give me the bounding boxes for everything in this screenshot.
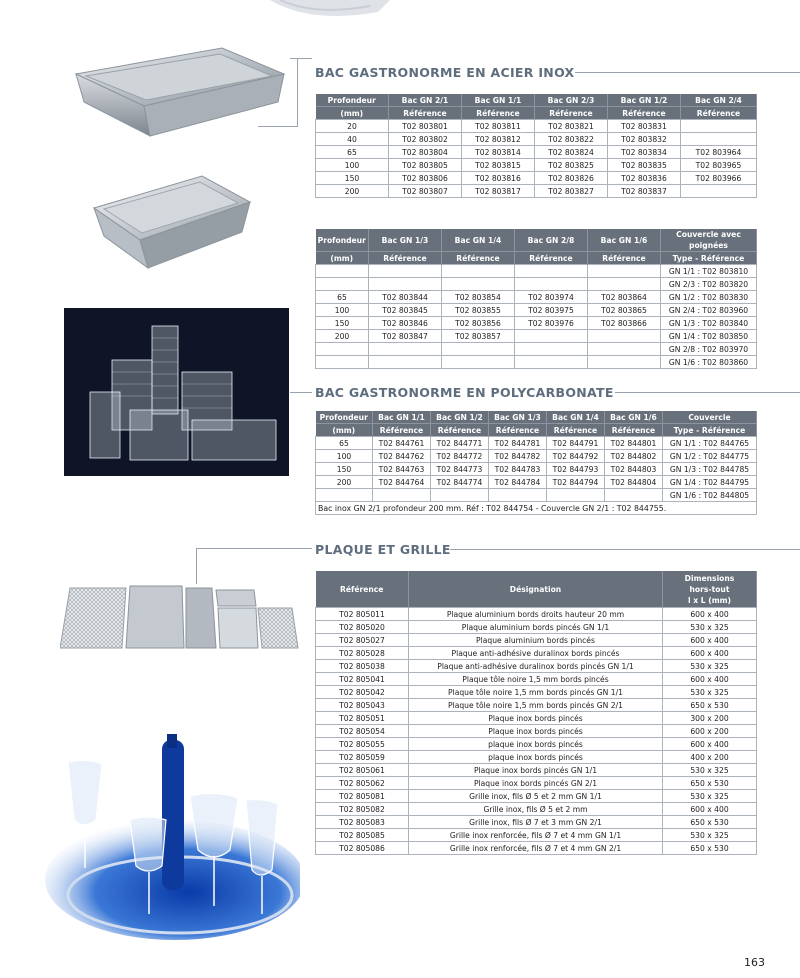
table-row — [316, 777, 757, 790]
table-cell: plaque inox bords pincés — [409, 738, 663, 751]
table-cell: 100 — [316, 304, 369, 317]
table-cell: Plaque anti-adhésive duralinox bords pincés — [409, 647, 663, 660]
table-row — [316, 816, 757, 829]
table-cell: T02 803807 — [389, 185, 462, 198]
table-cell: T02 803831 — [608, 120, 681, 133]
table-row — [316, 608, 757, 621]
table-cell: T02 805081 — [316, 790, 409, 803]
table-cell: T02 803847 — [369, 330, 442, 343]
table-cell: T02 844804 — [605, 476, 663, 489]
table-cell: T02 803854 — [442, 291, 515, 304]
table-cell: T02 844803 — [605, 463, 663, 476]
table-cell — [681, 133, 757, 146]
table-cell: GN 2/8 : T02 803970 — [661, 343, 757, 356]
table-header-row — [316, 424, 757, 437]
table-cell: T02 803846 — [369, 317, 442, 330]
stainless-table-2 — [315, 229, 757, 369]
title-rule-3 — [450, 549, 800, 550]
table-cell — [369, 343, 442, 356]
table-row — [316, 437, 757, 450]
header-cell: (mm) — [316, 424, 373, 437]
table-cell: T02 805055 — [316, 738, 409, 751]
table-cell: 200 — [316, 476, 373, 489]
header-cell: Bac GN 1/4 — [442, 229, 515, 252]
table-cell: Plaque aluminium bords pincés GN 1/1 — [409, 621, 663, 634]
table-cell: T02 844781 — [489, 437, 547, 450]
table-cell — [588, 356, 661, 369]
table-cell: T02 805086 — [316, 842, 409, 855]
table-cell: T02 844764 — [373, 476, 431, 489]
header-cell: Bac GN 1/2 — [608, 94, 681, 107]
header-cell: Référence — [442, 252, 515, 265]
table-row — [316, 803, 757, 816]
table-cell: 20 — [316, 120, 389, 133]
table-cell: Plaque inox bords pincés GN 1/1 — [409, 764, 663, 777]
table-cell — [316, 278, 369, 291]
table-cell: T02 805083 — [316, 816, 409, 829]
table-row — [316, 738, 757, 751]
header-cell: Bac GN 2/4 — [681, 94, 757, 107]
table-cell: Grille inox renforcée, fils Ø 7 et 4 mm GN 1/1 — [409, 829, 663, 842]
table-cell: T02 803837 — [608, 185, 681, 198]
header-cell: Bac GN 2/8 — [515, 229, 588, 252]
glasses-on-tray-image — [40, 700, 300, 940]
table-cell — [442, 278, 515, 291]
table-cell — [515, 343, 588, 356]
header-cell: Référence — [369, 252, 442, 265]
header-cell: Référence — [431, 424, 489, 437]
header-cell — [663, 571, 757, 608]
table-row — [316, 330, 757, 343]
table-cell: GN 2/4 : T02 803960 — [661, 304, 757, 317]
table-cell — [681, 185, 757, 198]
section-title-polycarbonate: BAC GASTRONORME EN POLYCARBONATE — [315, 385, 614, 400]
table-row — [316, 133, 757, 146]
table-row — [316, 751, 757, 764]
table-row — [316, 712, 757, 725]
header-cell: Référence — [462, 107, 535, 120]
header-cell: Référence — [373, 424, 431, 437]
table-cell — [515, 265, 588, 278]
table-row — [316, 159, 757, 172]
table-cell: 600 x 400 — [663, 803, 757, 816]
table-cell: Plaque inox bords pincés — [409, 712, 663, 725]
header-cell: Référence — [608, 107, 681, 120]
table-cell: T02 844771 — [431, 437, 489, 450]
table-cell: Plaque tôle noire 1,5 mm bords pincés — [409, 673, 663, 686]
table-row — [316, 764, 757, 777]
table-cell: GN 1/6 : T02 803860 — [661, 356, 757, 369]
table-cell: T02 803864 — [588, 291, 661, 304]
table-header-row — [316, 107, 757, 120]
table-cell: GN 1/4 : T02 803850 — [661, 330, 757, 343]
table-cell: Plaque inox bords pincés GN 2/1 — [409, 777, 663, 790]
table-cell: T02 844784 — [489, 476, 547, 489]
table-cell: T02 805041 — [316, 673, 409, 686]
table-row — [316, 790, 757, 803]
table-cell — [442, 356, 515, 369]
connector-line-2 — [290, 392, 312, 393]
table-cell: GN 1/1 : T02 844765 — [663, 437, 757, 450]
header-cell: (mm) — [316, 252, 369, 265]
table-cell: 300 x 200 — [663, 712, 757, 725]
table-cell: T02 844772 — [431, 450, 489, 463]
table-row — [316, 699, 757, 712]
table-cell: 530 x 325 — [663, 660, 757, 673]
table-cell: T02 803857 — [442, 330, 515, 343]
header-cell: Référence — [515, 252, 588, 265]
table-cell: GN 1/6 : T02 844805 — [663, 489, 757, 502]
top-decor-arc — [270, 0, 390, 30]
table-cell: T02 803822 — [535, 133, 608, 146]
table-cell: T02 844802 — [605, 450, 663, 463]
table-row — [316, 476, 757, 489]
polycarbonate-table — [315, 411, 757, 515]
header-cell: Bac GN 2/1 — [389, 94, 462, 107]
table-cell — [369, 265, 442, 278]
table-header-row — [316, 94, 757, 107]
table-cell: 600 x 200 — [663, 725, 757, 738]
table-cell — [547, 489, 605, 502]
table-cell: T02 803834 — [608, 146, 681, 159]
table-cell: 40 — [316, 133, 389, 146]
header-cell: Référence — [389, 107, 462, 120]
table-cell: 530 x 325 — [663, 829, 757, 842]
table-footnote: Bac inox GN 2/1 profondeur 200 mm. Réf : T02 844754 - Couvercle GN 2/1 : T02 844755. — [316, 502, 757, 515]
table-cell: T02 805059 — [316, 751, 409, 764]
table-cell: T02 803824 — [535, 146, 608, 159]
table-cell: T02 844761 — [373, 437, 431, 450]
title-rule-1 — [575, 72, 800, 73]
table-cell — [316, 489, 373, 502]
table-row — [316, 172, 757, 185]
table-cell: 650 x 530 — [663, 777, 757, 790]
stainless-tray-large-image — [72, 44, 287, 139]
table-cell — [515, 356, 588, 369]
table-cell: 600 x 400 — [663, 634, 757, 647]
table-header-row — [316, 229, 757, 252]
header-cell: (mm) — [316, 107, 389, 120]
table-cell: Grille inox, fils Ø 5 et 2 mm GN 1/1 — [409, 790, 663, 803]
table-row — [316, 673, 757, 686]
table-row — [316, 829, 757, 842]
table-cell — [442, 265, 515, 278]
table-cell — [515, 330, 588, 343]
table-cell: 600 x 400 — [663, 738, 757, 751]
table-cell: T02 803805 — [389, 159, 462, 172]
table-row — [316, 634, 757, 647]
table-cell — [588, 330, 661, 343]
section-title-plates: PLAQUE ET GRILLE — [315, 542, 451, 557]
table-cell: T02 805038 — [316, 660, 409, 673]
table-cell: T02 803817 — [462, 185, 535, 198]
table-row — [316, 291, 757, 304]
table-cell: T02 844763 — [373, 463, 431, 476]
table-header-row — [316, 252, 757, 265]
table-cell: GN 1/3 : T02 803840 — [661, 317, 757, 330]
table-row — [316, 450, 757, 463]
table-cell: T02 805027 — [316, 634, 409, 647]
header-cell: Référence — [489, 424, 547, 437]
table-cell: 150 — [316, 172, 389, 185]
header-cell: Profondeur — [316, 229, 369, 252]
table-cell: T02 844794 — [547, 476, 605, 489]
table-cell: T02 844793 — [547, 463, 605, 476]
table-cell: 600 x 400 — [663, 608, 757, 621]
header-line: l x L (mm) — [687, 595, 732, 605]
table-cell: 150 — [316, 463, 373, 476]
table-cell — [442, 343, 515, 356]
table-cell: T02 803814 — [462, 146, 535, 159]
header-cell: Couvercle — [663, 411, 757, 424]
table-cell: T02 805061 — [316, 764, 409, 777]
table-cell: GN 2/3 : T02 803820 — [661, 278, 757, 291]
table-cell: 650 x 530 — [663, 699, 757, 712]
table-cell: T02 803975 — [515, 304, 588, 317]
table-cell: GN 1/4 : T02 844795 — [663, 476, 757, 489]
table-cell — [515, 278, 588, 291]
table-cell: T02 803816 — [462, 172, 535, 185]
table-row — [316, 278, 757, 291]
stainless-table-1 — [315, 94, 757, 198]
table-cell: 530 x 325 — [663, 686, 757, 699]
page-number: 163 — [744, 956, 765, 969]
table-cell: T02 805051 — [316, 712, 409, 725]
connector-line-1-b — [258, 126, 298, 127]
table-row — [316, 317, 757, 330]
table-cell — [431, 489, 489, 502]
header-cell: Désignation — [409, 571, 663, 608]
header-cell: Référence — [547, 424, 605, 437]
table-row — [316, 725, 757, 738]
table-row — [316, 265, 757, 278]
table-cell: T02 805082 — [316, 803, 409, 816]
table-cell: 150 — [316, 317, 369, 330]
table-cell: T02 803806 — [389, 172, 462, 185]
header-cell: Référence — [316, 571, 409, 608]
table-cell: Grille inox, fils Ø 7 et 3 mm GN 2/1 — [409, 816, 663, 829]
table-header-row — [316, 571, 757, 608]
table-cell: T02 844782 — [489, 450, 547, 463]
table-row — [316, 621, 757, 634]
header-cell: Couvercle avec poignées — [661, 229, 757, 252]
header-line: hors-tout — [689, 584, 730, 594]
table-cell — [369, 356, 442, 369]
table-cell: T02 844783 — [489, 463, 547, 476]
table-cell: plaque inox bords pincés — [409, 751, 663, 764]
table-row — [316, 686, 757, 699]
polycarbonate-containers-image — [64, 308, 289, 476]
table-cell: T02 844792 — [547, 450, 605, 463]
table-cell: Grille inox renforcée, fils Ø 7 et 4 mm GN 2/1 — [409, 842, 663, 855]
header-cell: Type - Référence — [663, 424, 757, 437]
table-header-row — [316, 411, 757, 424]
table-row — [316, 185, 757, 198]
table-cell: T02 803826 — [535, 172, 608, 185]
table-cell: T02 803844 — [369, 291, 442, 304]
table-cell: T02 803811 — [462, 120, 535, 133]
table-cell: 65 — [316, 146, 389, 159]
table-cell — [316, 265, 369, 278]
table-cell: T02 803866 — [588, 317, 661, 330]
table-cell: T02 803835 — [608, 159, 681, 172]
table-cell: Plaque tôle noire 1,5 mm bords pincés GN 2/1 — [409, 699, 663, 712]
header-cell: Bac GN 1/1 — [373, 411, 431, 424]
table-cell — [369, 278, 442, 291]
header-cell: Bac GN 1/6 — [605, 411, 663, 424]
table-cell — [316, 356, 369, 369]
table-cell: T02 803804 — [389, 146, 462, 159]
table-cell: 100 — [316, 159, 389, 172]
table-cell: T02 803855 — [442, 304, 515, 317]
table-cell: T02 844791 — [547, 437, 605, 450]
header-cell: Référence — [588, 252, 661, 265]
table-row — [316, 660, 757, 673]
connector-line-1-v — [297, 58, 298, 126]
table-cell: 65 — [316, 437, 373, 450]
table-cell — [588, 343, 661, 356]
connector-line-1 — [290, 58, 312, 59]
header-cell: Bac GN 1/1 — [462, 94, 535, 107]
table-cell: Plaque anti-adhésive duralinox bords pincés GN 1/1 — [409, 660, 663, 673]
table-cell: 600 x 400 — [663, 647, 757, 660]
table-cell: 650 x 530 — [663, 842, 757, 855]
connector-line-3 — [196, 548, 312, 549]
table-row — [316, 647, 757, 660]
table-cell: T02 805011 — [316, 608, 409, 621]
table-cell: T02 805062 — [316, 777, 409, 790]
table-cell — [588, 265, 661, 278]
table-cell: Plaque aluminium bords droits hauteur 20 mm — [409, 608, 663, 621]
table-cell: T02 803832 — [608, 133, 681, 146]
header-cell: Bac GN 1/4 — [547, 411, 605, 424]
table-row — [316, 356, 757, 369]
table-cell: T02 803802 — [389, 133, 462, 146]
table-cell: T02 803827 — [535, 185, 608, 198]
table-row — [316, 304, 757, 317]
table-cell: T02 805043 — [316, 699, 409, 712]
header-cell: Bac GN 1/6 — [588, 229, 661, 252]
plates-and-grids-image — [60, 582, 300, 652]
title-rule-2 — [615, 392, 800, 393]
table-cell: 100 — [316, 450, 373, 463]
table-cell: T02 803865 — [588, 304, 661, 317]
table-cell: T02 805028 — [316, 647, 409, 660]
table-cell: GN 1/3 : T02 844785 — [663, 463, 757, 476]
header-line: Dimensions — [684, 573, 735, 583]
table-cell: T02 844773 — [431, 463, 489, 476]
table-cell: 200 — [316, 185, 389, 198]
table-cell — [681, 120, 757, 133]
header-cell: Profondeur — [316, 94, 389, 107]
table-cell: T02 844762 — [373, 450, 431, 463]
table-cell: 530 x 325 — [663, 764, 757, 777]
table-row — [316, 463, 757, 476]
header-cell: Type - Référence — [661, 252, 757, 265]
table-cell — [588, 278, 661, 291]
table-cell: T02 844801 — [605, 437, 663, 450]
table-cell: Plaque tôle noire 1,5 mm bords pincés GN 1/1 — [409, 686, 663, 699]
connector-line-3-v — [196, 548, 197, 584]
table-cell — [373, 489, 431, 502]
table-cell: Grille inox, fils Ø 5 et 2 mm — [409, 803, 663, 816]
table-cell: 650 x 530 — [663, 816, 757, 829]
table-row — [316, 489, 757, 502]
table-cell: T02 803812 — [462, 133, 535, 146]
header-cell: Bac GN 1/3 — [369, 229, 442, 252]
table-cell: 65 — [316, 291, 369, 304]
table-cell: 200 — [316, 330, 369, 343]
section-title-stainless: BAC GASTRONORME EN ACIER INOX — [315, 65, 575, 80]
table-cell: GN 1/1 : T02 803810 — [661, 265, 757, 278]
table-cell: T02 803825 — [535, 159, 608, 172]
table-row — [316, 842, 757, 855]
table-cell: GN 1/2 : T02 844775 — [663, 450, 757, 463]
table-cell: T02 803964 — [681, 146, 757, 159]
table-cell: 400 x 200 — [663, 751, 757, 764]
table-cell: Plaque aluminium bords pincés — [409, 634, 663, 647]
table-cell: GN 1/2 : T02 803830 — [661, 291, 757, 304]
table-cell: T02 803966 — [681, 172, 757, 185]
plates-table — [315, 571, 757, 855]
table-footnote-row — [316, 502, 757, 515]
table-cell: T02 803965 — [681, 159, 757, 172]
header-cell: Profondeur — [316, 411, 373, 424]
table-cell: T02 803801 — [389, 120, 462, 133]
table-cell — [316, 343, 369, 356]
header-cell: Bac GN 1/2 — [431, 411, 489, 424]
stainless-tray-deep-image — [92, 172, 252, 270]
table-cell: T02 844774 — [431, 476, 489, 489]
table-cell: T02 803821 — [535, 120, 608, 133]
table-row — [316, 120, 757, 133]
table-cell: 600 x 400 — [663, 673, 757, 686]
table-cell: 530 x 325 — [663, 621, 757, 634]
header-cell: Référence — [605, 424, 663, 437]
header-cell: Référence — [535, 107, 608, 120]
table-cell: T02 805085 — [316, 829, 409, 842]
table-cell: T02 803976 — [515, 317, 588, 330]
table-cell — [489, 489, 547, 502]
header-cell: Bac GN 1/3 — [489, 411, 547, 424]
table-cell: T02 805020 — [316, 621, 409, 634]
header-cell: Référence — [681, 107, 757, 120]
table-cell: T02 803815 — [462, 159, 535, 172]
table-cell: T02 805042 — [316, 686, 409, 699]
table-row — [316, 146, 757, 159]
table-cell: T02 803974 — [515, 291, 588, 304]
table-cell: 530 x 325 — [663, 790, 757, 803]
table-cell: Plaque inox bords pincés — [409, 725, 663, 738]
table-cell: T02 803856 — [442, 317, 515, 330]
table-cell — [605, 489, 663, 502]
table-cell: T02 803845 — [369, 304, 442, 317]
header-cell: Bac GN 2/3 — [535, 94, 608, 107]
table-row — [316, 343, 757, 356]
table-cell: T02 805054 — [316, 725, 409, 738]
table-cell: T02 803836 — [608, 172, 681, 185]
